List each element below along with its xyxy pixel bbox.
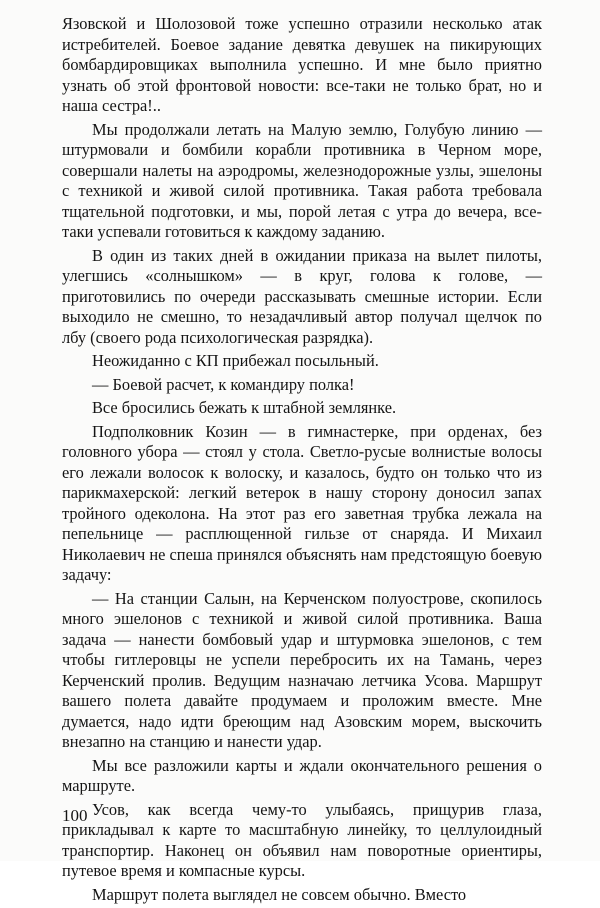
paragraph-7: Подполковник Козин — в гимнастерке, при орденах, без головного убора — стоял у стола. Светло-русые волнистые волосы его лежали волосок к волоску, и казалось, будто он только что из парикмахерской: легкий ветерок в нашу сторону доносил запах тройного одеколона. На этот раз его заветная трубка лежала на пепельнице — расплющенной гильзе от снаряда. И Михаил Николаевич не спеша принялся объяснять нам предстоящую боевую задачу:	[62, 421, 542, 584]
body-text	[62, 14, 542, 908]
paragraph-1: Язовской и Шолозовой тоже успешно отразили несколько атак истребителей. Боевое задание девятка девушек на пикирующих бомбардировщиках выполнила успешно. И мне было приятно узнать об этой фронтовой новости: все-таки не только брат, но и наша сестра!..	[62, 14, 542, 115]
paragraph-9: Мы все разложили карты и ждали окончательного решения о маршруте.	[62, 755, 542, 795]
page-number: 100	[62, 806, 88, 825]
paragraph-6: Все бросились бежать к штабной землянке.	[92, 398, 397, 417]
paragraph-3: В один из таких дней в ожидании приказа на вылет пилоты, улегшись «солнышком» — в круг, голова к голове, — приготовились по очереди рассказывать смешные истории. Если выходило не смешно, то незадачливый автор получал щелчок по лбу (своего рода психологическая разрядка).	[62, 245, 542, 347]
paragraph-5: — Боевой расчет, к командиру полка!	[92, 374, 355, 394]
paragraph-8: — На станции Салын, на Керченском полуострове, скопилось много эшелонов с техникой и живой силой противника. Ваша задача — нанести бомбовый удар и штурмовка эшелонов, с тем чтобы гитлеровцы не успели перебросить их на Тамань, через Керченский пролив. Ведущим назначаю летчика Усова. Маршрут вашего полета давайте продумаем и проложим вместе. Мне думается, надо идти бреющим над Азовским морем, выскочить внезапно на станцию и нанести удар.	[62, 588, 542, 751]
paragraph-10: Усов, как всегда чему-то улыбаясь, прищурив глаза, прикладывал к карте то масштабную линейку, то целлулоидный транспортир. Наконец он объявил нам поворотные ориентиры, путевое время и компасные курсы.	[62, 799, 542, 880]
paragraph-2: Мы продолжали летать на Малую землю, Голубую линию — штурмовали и бомбили корабли противника в Черном море, совершали налеты на аэродромы, железнодорожные узлы, эшелоны с техникой и живой силой противника. Такая работа требовала тщательной подготовки, и мы, порой летая с утра до вечера, все-таки успевали готовиться к каждому заданию.	[62, 119, 542, 241]
paragraph-11: Маршрут полета выглядел не совсем обычно. Вместо	[92, 884, 467, 904]
paragraph-4: Неожиданно с КП прибежал посыльный.	[92, 351, 379, 370]
